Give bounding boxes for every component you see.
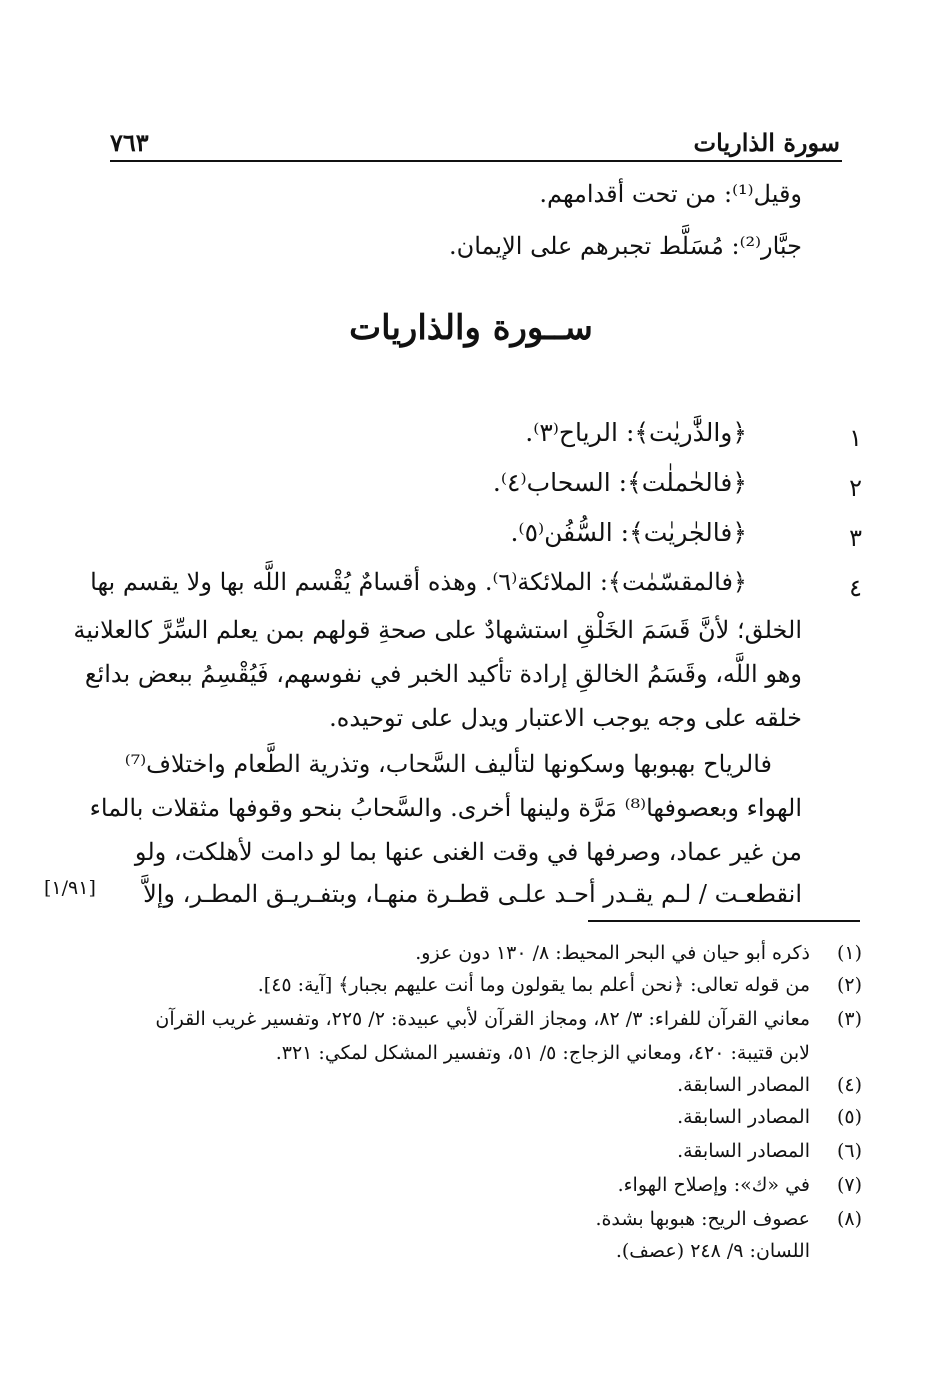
footnote-number: (٥) [836, 1106, 862, 1128]
gloss-line: جبَّار⁽²⁾: مُسَلَّط تجبرهم على الإيمان. [448, 232, 802, 260]
header-rule [110, 160, 842, 162]
verse-gloss: ﴿فالحٰملٰت﴾: السحاب⁽٤⁾. [492, 468, 747, 497]
footnote-text: ذكره أبو حيان في البحر المحيط: ٨/ ١٣٠ دون عزو. [415, 942, 810, 964]
footnote [155, 1008, 862, 1030]
verse-number: ٣ [849, 524, 862, 552]
footnote [677, 1140, 862, 1162]
footnote [618, 1174, 862, 1196]
gloss-line: وقيل⁽¹⁾: من تحت أقدامهم. [539, 180, 802, 208]
footnote [595, 1208, 862, 1230]
paragraph-line: انقطعـت / لـم يقـدر أحـد علـى قطـرة منهـا، وبتفـريـق المطـر، وإلاَّ [143, 880, 802, 908]
paragraph-line: فالرياح بهبوبها وسكونها لتأليف السَّحاب، وتذرية الطَّعام واختلاف⁽⁷⁾ [124, 750, 772, 778]
paragraph-line: وهو اللَّه، وقَسَمُ الخالقِ إرادة تأكيد الخبر في نفوسهم، فَيُقْسِمُ ببعض بدائع [84, 660, 802, 688]
footnote [677, 1106, 862, 1128]
footnote-text: من قوله تعالى: ﴿نحن أعلم بما يقولون وما أنت عليهم بجبار﴾ [آية: ٤٥]. [257, 974, 810, 996]
verse-number: ٢ [849, 474, 862, 502]
verse-number: ١ [849, 424, 862, 452]
footnote-text: المصادر السابقة. [677, 1140, 810, 1162]
footnote-text: في «ك»: وإصلاح الهواء. [617, 1174, 810, 1196]
footnote [415, 942, 862, 964]
footnote-rule [588, 920, 860, 922]
footnote-continuation: اللسان: ٩/ ٢٤٨ (عصف). [615, 1240, 810, 1262]
running-title: سورة الذاريات [693, 128, 840, 157]
footnote-number: (٦) [836, 1140, 862, 1162]
footnote-number: (٤) [836, 1074, 862, 1096]
footnote-continuation: لابن قتيبة: ٤٢٠، ومعاني الزجاج: ٥/ ٥١، وتفسير المشكل لمكي: ٣٢١. [275, 1042, 810, 1064]
verse-gloss: ﴿والذَّٰريٰت﴾: الرياح⁽٣⁾. [525, 418, 747, 447]
paragraph-line: الخلق؛ لأنَّ قَسَمَ الخَلْقِ استشهادٌ على صحةِ قولهم بمن يعلم السِّرَّ كالعلانية [73, 616, 802, 644]
footnote [258, 974, 862, 996]
footnote [677, 1074, 862, 1096]
verse-number: ٤ [849, 574, 862, 602]
paragraph-line: خلقه على وجه يوجب الاعتبار ويدل على توحيده. [329, 704, 802, 732]
footnote-number: (٣) [836, 1008, 862, 1030]
footnote-text: معاني القرآن للفراء: ٣/ ٨٢، ومجاز القرآن لأبي عبيدة: ٢/ ٢٢٥، وتفسير غريب القرآن [155, 1008, 810, 1030]
margin-reference: [١/٩١] [44, 877, 96, 899]
paragraph-line: من غير عماد، وصرفها في وقت الغنى عنها بما لو دامت لأهلكت، ولو [134, 838, 802, 866]
footnote-text: المصادر السابقة. [677, 1074, 810, 1096]
surah-title: ســورة والذاريات [349, 308, 593, 348]
page-number: ٧٦٣ [110, 128, 149, 157]
paragraph-line: الهواء وبعصوفها⁽⁸⁾ مَرَّة ولينها أخرى. والسَّحابُ بنحو وقوفها مثقلات بالماء [89, 794, 802, 822]
footnote-number: (١) [836, 942, 862, 964]
verse-gloss: ﴿فالمقسّمٰت﴾: الملائكة⁽٦⁾. وهذه أقسامٌ يُقْسم اللَّه بها ولا يقسم بها [90, 568, 747, 596]
verse-gloss: ﴿فالجٰريٰت﴾: السُّفُن⁽٥⁾. [510, 518, 747, 547]
footnote-text: المصادر السابقة. [677, 1106, 810, 1128]
footnote-text: عصوف الريح: هبوبها بشدة. [595, 1208, 810, 1230]
running-header [110, 122, 840, 162]
footnote-number: (٨) [836, 1208, 862, 1230]
footnote-number: (٧) [836, 1174, 862, 1196]
footnote-number: (٢) [836, 974, 862, 996]
